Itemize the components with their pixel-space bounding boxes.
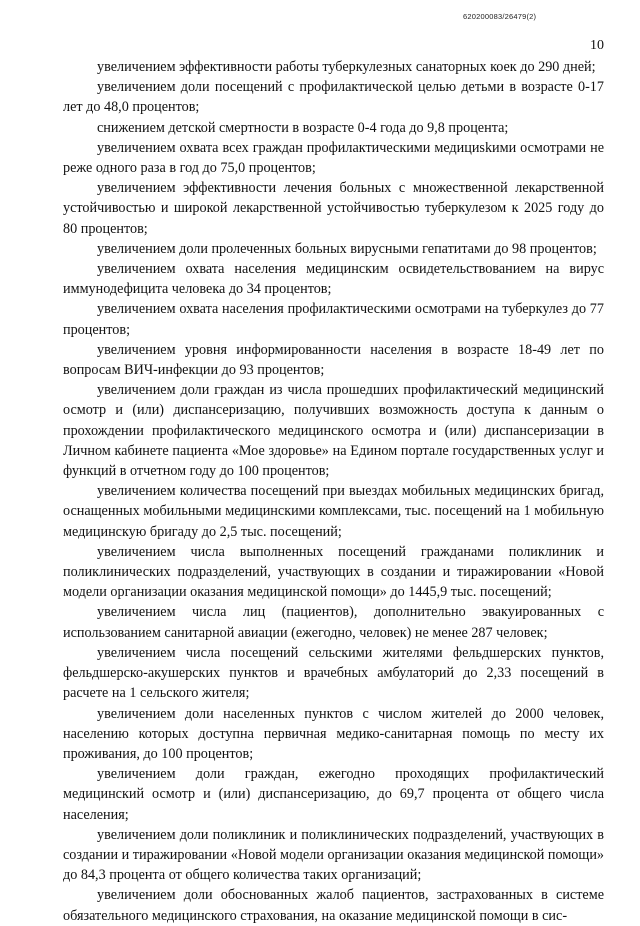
paragraph: увеличением доли населенных пунктов с числом жителей до 2000 человек, населению которых доступна первичная медико-санитарная помощь по месту их проживания, до 100 процентов; <box>63 705 604 762</box>
paragraph: увеличением доли пролеченных больных вирусными гепатитами до 98 процентов; <box>97 240 597 257</box>
paragraph: увеличением доли посещений с профилактической целью детьми в возрасте 0-17 лет до 48,0 процентов; <box>63 79 604 116</box>
paragraph: снижением детской смертности в возрасте 0-4 года до 9,8 процента; <box>97 119 509 136</box>
paragraph: увеличением уровня информированности населения в возрасте 18-49 лет по вопросам ВИЧ-инфекции до 93 процентов; <box>63 341 604 379</box>
paragraph: увеличением эффективности работы туберкулезных санаторных коек до 290 дней; <box>97 59 596 75</box>
paragraph: увеличением доли граждан, ежегодно проходящих профилактический медицинский осмотр и (или) диспансеризацию, до 69,7 процента от общего числа населения; <box>63 766 604 823</box>
paragraph: увеличением доли поликлиник и поликлинических подразделений, участвующих в создании и тиражировании «Новой модели организации оказания медицинской помощи» до 84,3 процента от общего количества таких организаций; <box>63 826 604 884</box>
paragraph: увеличением доли обоснованных жалоб пациентов, застрахованных в системе обязательного медицинского страхования, на оказание медицинской помощи в сис- <box>63 887 604 924</box>
paragraph: увеличением охвата населения медицинским освидетельствованием на вирус иммунодефицита человека до 34 процентов; <box>63 261 604 298</box>
paragraph: увеличением эффективности лечения больных с множественной лекарственной устойчивостью и широкой лекарственной устойчивостью туберкулезом к 2025 году до 80 процентов; <box>63 180 604 237</box>
paragraph: увеличением числа посещений сельскими жителями фельдшерских пунктов, фельдшерско-акушерских пунктов и врачебных амбулаторий до 2,33 посещений в расчете на 1 сельского жителя; <box>63 644 604 702</box>
paragraph: увеличением числа лиц (пациентов), дополнительно эвакуированных с использованием санитарной авиации (ежегодно, человек) не менее 287 человек; <box>63 604 604 641</box>
paragraph: увеличением числа выполненных посещений гражданами поликлиник и поликлинических подразделений, участвующих в создании и тиражировании «Новой модели организации оказания медицинской помощи» до 1445,9 тыс. посещений; <box>63 543 604 601</box>
document-id: 620200083/26479(2) <box>463 12 537 21</box>
body-text <box>63 57 604 926</box>
paragraph: увеличением охвата населения профилактическими осмотрами на туберкулез до 77 процентов; <box>63 301 604 338</box>
paragraph: увеличением охвата всех граждан профилактическими медициskими осмотрами не реже одного раза в год до 75,0 процентов; <box>63 139 604 177</box>
paragraph: увеличением доли граждан из числа прошедших профилактический медицинский осмотр и (или) диспансеризацию, получивших возможность доступа к данным о прохождении профилактического медицинского осмотра и (или) диспансеризации в Личном кабинете пациента «Мое здоровье» на Едином портале государственных услуг и функций в отчетном году до 100 процентов; <box>63 382 604 480</box>
page-number: 10 <box>590 38 604 53</box>
paragraph: увеличением количества посещений при выездах мобильных медицинских бригад, оснащенных мобильными медицинскими комплексами, тыс. посещений на 1 мобильную медицинскую бригаду до 2,5 тыс. посещений; <box>63 483 604 540</box>
